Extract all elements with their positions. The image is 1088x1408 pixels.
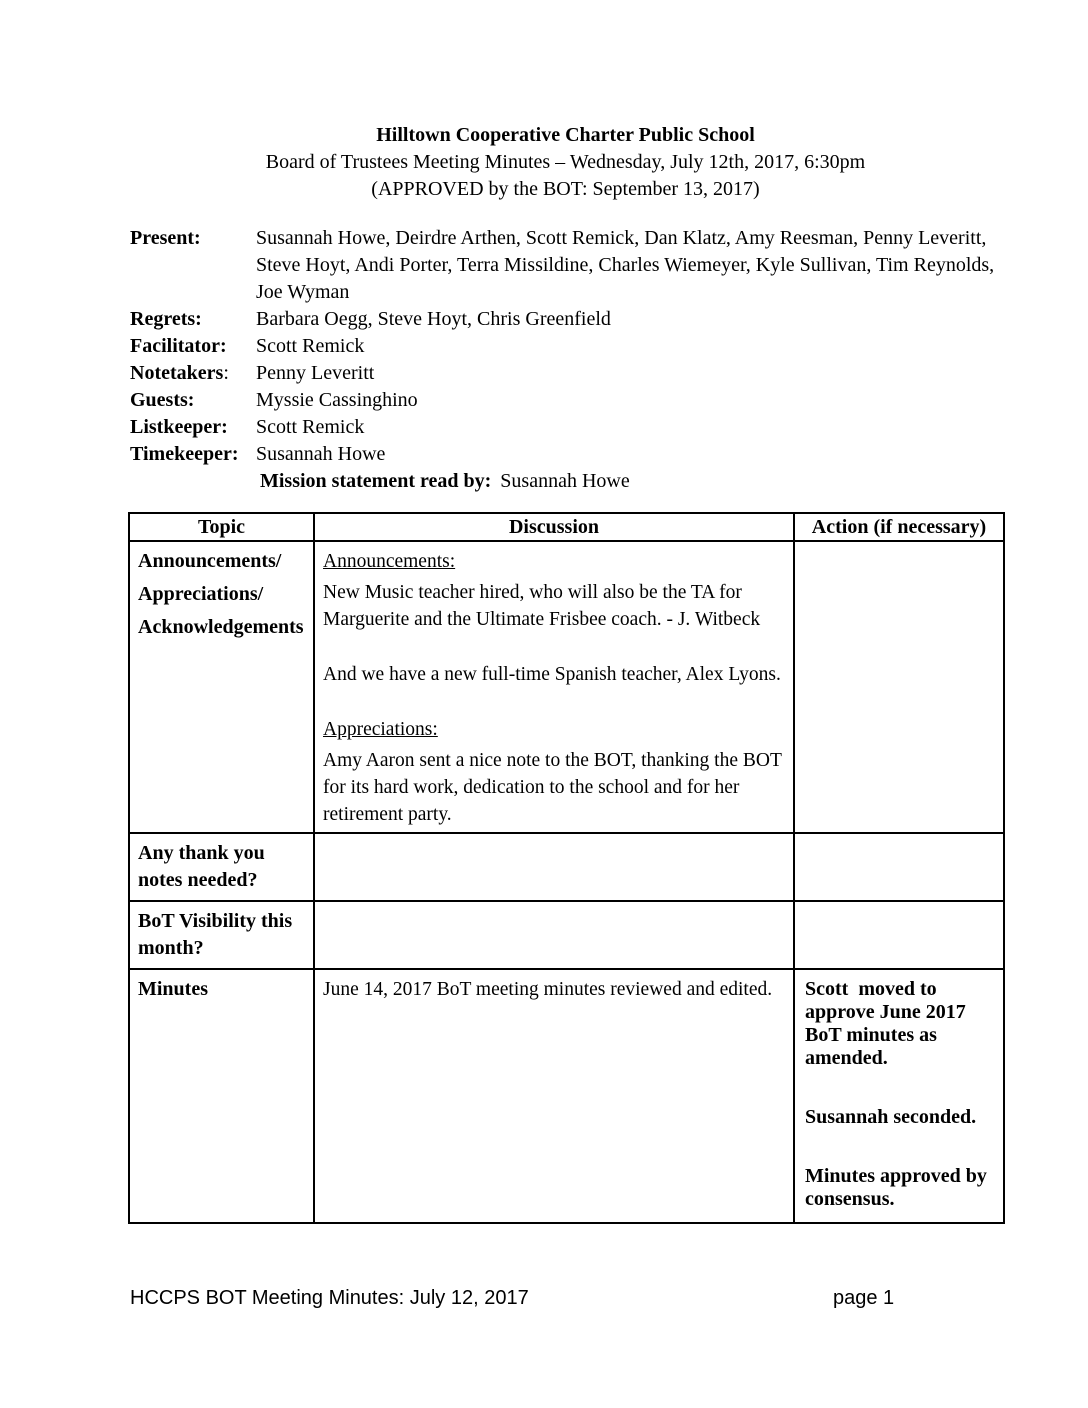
attendance-value: Barbara Oegg, Steve Hoyt, Chris Greenfield [256, 308, 611, 330]
attendance-value: Penny Leveritt [256, 362, 375, 384]
attendance-row-listkeeper [130, 414, 1010, 441]
cell-paragraph: Appreciations/ [138, 583, 264, 605]
document-title: Hilltown Cooperative Charter Public School [376, 124, 755, 146]
attendance-label: Facilitator: [130, 335, 227, 357]
attendance-row-regrets [130, 306, 1010, 333]
action-cell [794, 833, 1004, 901]
cell-paragraph: Minutes approved by consensus. [805, 1165, 992, 1210]
table-row-bot-visibility [129, 901, 1004, 969]
attendance-row-notetakers [130, 360, 1010, 387]
attendance-section [130, 225, 1010, 495]
topic-cell [129, 969, 314, 1223]
discussion-cell [314, 969, 794, 1223]
cell-paragraph: Susannah seconded. [805, 1106, 977, 1128]
attendance-value: Myssie Cassinghino [256, 389, 418, 411]
attendance-row-guests [130, 387, 1010, 414]
column-header-action: Action (if necessary) [794, 513, 1004, 541]
paragraph-spacer [805, 1076, 997, 1106]
cell-paragraph: Minutes [138, 978, 208, 1000]
document-subtitle: Board of Trustees Meeting Minutes – Wednesday, July 12th, 2017, 6:30pm [265, 151, 866, 173]
column-header-topic: Topic [129, 513, 314, 541]
table-row-minutes [129, 969, 1004, 1223]
minutes-table [128, 512, 1005, 1224]
table-row-announcements [129, 541, 1004, 833]
cell-paragraph: Any thank you notes needed? [138, 842, 265, 891]
cell-paragraph: Appreciations: [323, 719, 438, 740]
mission-statement-label: Mission statement read by: [260, 470, 492, 492]
footer-document-label: HCCPS BOT Meeting Minutes: July 12, 2017 [130, 1287, 529, 1309]
cell-paragraph: Announcements/ [138, 550, 282, 572]
column-header-discussion: Discussion [314, 513, 794, 541]
paragraph-spacer [323, 637, 789, 661]
table-row-thank-you-notes [129, 833, 1004, 901]
discussion-cell [314, 541, 794, 833]
action-cell [794, 541, 1004, 833]
attendance-label: Present: [130, 227, 201, 249]
attendance-value: Scott Remick [256, 335, 365, 357]
table-header-row [129, 513, 1004, 541]
paragraph-spacer [805, 1135, 997, 1165]
topic-cell [129, 541, 314, 833]
attendance-label: Regrets: [130, 308, 202, 330]
footer-page-number: page 1 [833, 1287, 895, 1309]
mission-statement-row [260, 468, 1010, 495]
attendance-row-facilitator [130, 333, 1010, 360]
topic-cell [129, 901, 314, 969]
topic-cell [129, 833, 314, 901]
mission-statement-value: Susannah Howe [500, 470, 630, 492]
attendance-label: Guests: [130, 389, 195, 411]
action-cell [794, 969, 1004, 1223]
cell-paragraph: Announcements: [323, 551, 456, 572]
cell-paragraph: Acknowledgements [138, 616, 304, 638]
cell-paragraph: And we have a new full-time Spanish teacher, Alex Lyons. [323, 664, 781, 685]
document-approval-note: (APPROVED by the BOT: September 13, 2017) [371, 178, 760, 200]
cell-paragraph: June 14, 2017 BoT meeting minutes reviewed and edited. [323, 979, 773, 1000]
cell-paragraph: New Music teacher hired, who will also be the TA for Marguerite and the Ultimate Frisbee coach. - J. Witbeck [323, 582, 761, 630]
discussion-cell [314, 833, 794, 901]
attendance-label: Notetakers: [130, 362, 229, 384]
cell-paragraph: Amy Aaron sent a nice note to the BOT, thanking the BOT for its hard work, dedication to the school and for her retirement party. [323, 750, 782, 825]
action-cell [794, 901, 1004, 969]
attendance-label: Timekeeper: [130, 443, 239, 465]
attendance-row-present [130, 225, 1010, 306]
attendance-value: Scott Remick [256, 416, 365, 438]
document-header [128, 0, 1003, 203]
discussion-cell [314, 901, 794, 969]
paragraph-spacer [323, 692, 789, 716]
attendance-value: Susannah Howe [256, 443, 386, 465]
cell-paragraph: Scott moved to approve June 2017 BoT minutes as amended. [805, 978, 971, 1069]
attendance-label: Listkeeper: [130, 416, 228, 438]
attendance-row-timekeeper [130, 441, 1010, 468]
cell-paragraph: BoT Visibility this month? [138, 910, 293, 959]
attendance-value: Susannah Howe, Deirdre Arthen, Scott Remick, Dan Klatz, Amy Reesman, Penny Leveritt, Steve Hoyt, Andi Porter, Terra Missildine, Charles Wiemeyer, Kyle Sullivan, Tim Reynolds, Joe Wyman [256, 227, 995, 303]
